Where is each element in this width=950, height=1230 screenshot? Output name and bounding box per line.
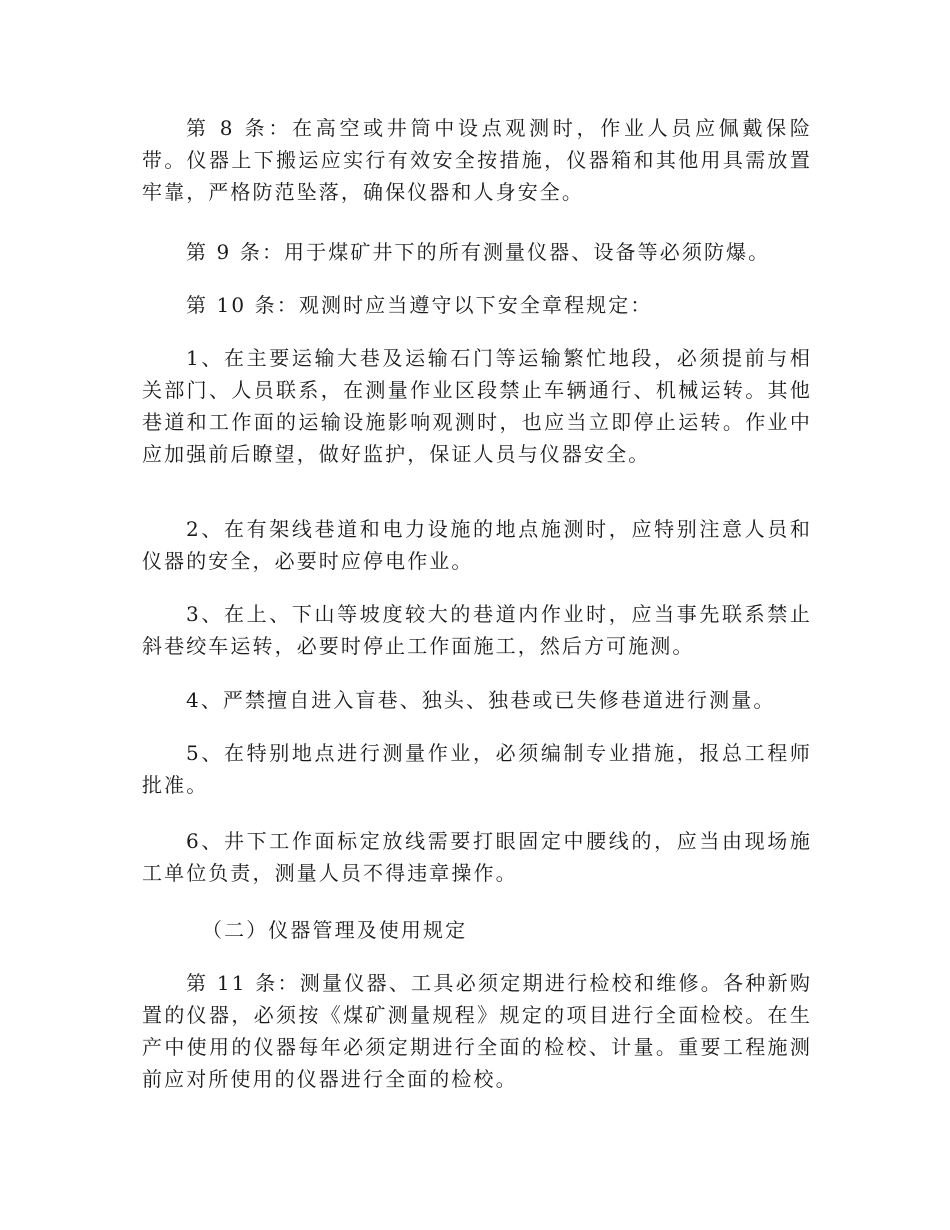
- paragraph-article-10: 第 10 条：观测时应当遵守以下安全章程规定：: [186, 293, 653, 317]
- section-heading-instrument-management: （二）仪器管理及使用规定: [202, 918, 468, 942]
- paragraph-article-11: 第 11 条：测量仪器、工具必须定期进行检校和维修。各种新购置的仪器，必须按《煤矿测量规程》规定的项目进行全面检校。在生产中使用的仪器每年必须定期进行全面的检校、计量。重要工程施测前应对所使用的仪器进行全面的检校。: [142, 971, 812, 1091]
- paragraph-item-2: 2、在有架线巷道和电力设施的地点施测时，应特别注意人员和仪器的安全，必要时应停电作业。: [142, 517, 812, 573]
- paragraph-item-4: 4、严禁擅自进入盲巷、独头、独巷或已失修巷道进行测量。: [186, 688, 776, 712]
- paragraph-article-9: 第 9 条：用于煤矿井下的所有测量仪器、设备等必须防爆。: [186, 240, 771, 264]
- paragraph-item-6: 6、井下工作面标定放线需要打眼固定中腰线的，应当由现场施工单位负责，测量人员不得违章操作。: [142, 829, 812, 885]
- paragraph-item-5: 5、在特别地点进行测量作业，必须编制专业措施，报总工程师批准。: [142, 741, 812, 797]
- paragraph-item-1: 1、在主要运输大巷及运输石门等运输繁忙地段，必须提前与相关部门、人员联系，在测量作业区段禁止车辆通行、机械运转。其他巷道和工作面的运输设施影响观测时，也应当立即停止运转。作业中应加强前后瞭望，做好监护，保证人员与仪器安全。: [142, 346, 812, 466]
- paragraph-article-8: 第 8 条：在高空或井筒中设点观测时，作业人员应佩戴保险带。仪器上下搬运应实行有效安全按措施，仪器箱和其他用具需放置牢靠，严格防范坠落，确保仪器和人身安全。: [142, 116, 812, 204]
- paragraph-item-3: 3、在上、下山等坡度较大的巷道内作业时，应当事先联系禁止斜巷绞车运转，必要时停止工作面施工，然后方可施测。: [142, 602, 812, 658]
